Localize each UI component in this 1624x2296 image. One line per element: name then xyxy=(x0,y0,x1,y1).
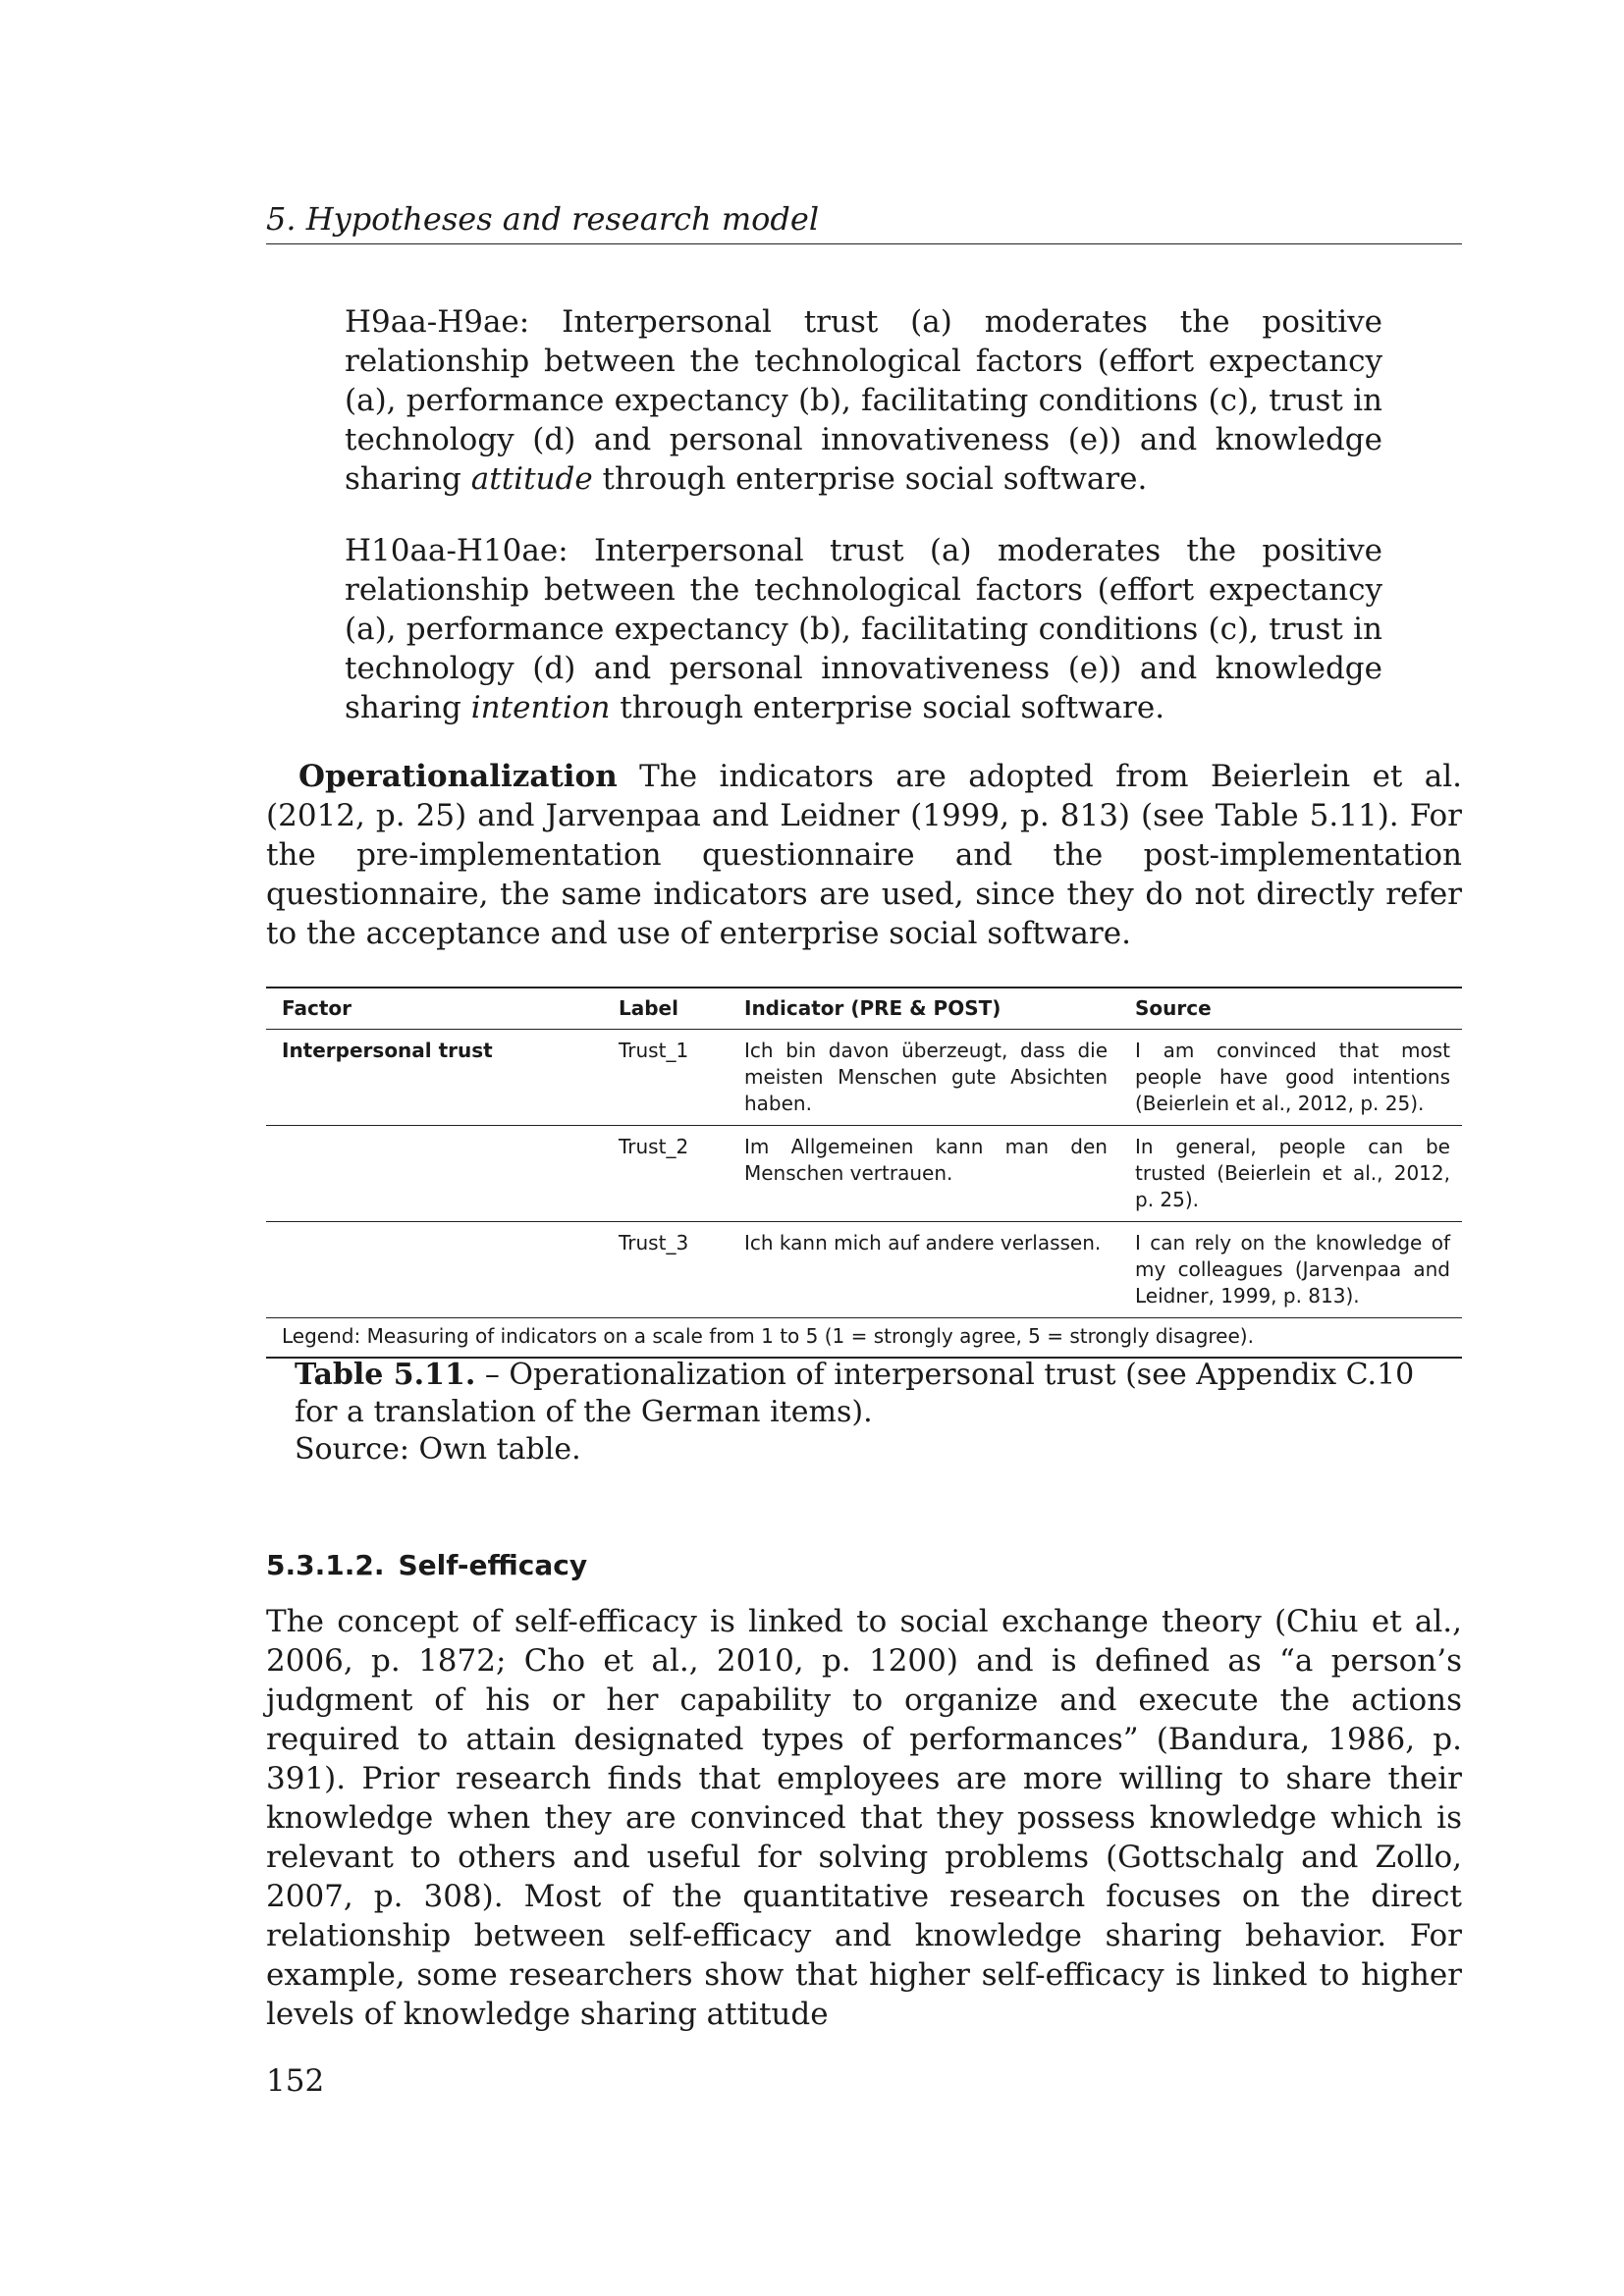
hypothesis-emphasis: attitude xyxy=(470,461,593,497)
hypothesis-h9 xyxy=(345,302,1382,499)
header-label: Label xyxy=(603,988,729,1030)
table-row xyxy=(266,1222,1462,1318)
operationalization-heading: Operationalization xyxy=(298,759,618,794)
body-paragraph: The concept of self-efficacy is linked to social exchange theory (Chiu et al., 2006, p. 1872; Cho et al., 2010, p. 1200) and is defined as “a person’s judgment of his or her capability to organize and execute the actions required to attain designated types of performances” (Bandura, 1986, p. 391). Prior research finds that employees are more willing to share their knowledge when they are convinced that they possess knowledge which is relevant to others and useful for solving problems (Gottschalg and Zollo, 2007, p. 308). Most of the quantitative research focuses on the direct relationship between self-efficacy and knowledge sharing behavior. For example, some researchers show that higher self-efficacy is linked to higher levels of knowledge sharing attitude xyxy=(266,1604,1462,2032)
table-row xyxy=(266,1126,1462,1222)
running-header: 5. Hypotheses and research model xyxy=(266,194,1462,244)
cell-source: I can rely on the knowledge of my colleagues (Jarvenpaa and Leidner, 1999, p. 813). xyxy=(1119,1222,1462,1318)
cell-label: Trust_3 xyxy=(603,1222,729,1318)
operationalization-table xyxy=(266,987,1462,1359)
table-caption xyxy=(295,1357,1434,1468)
cell-source: I am convinced that most people have good intentions (Beierlein et al., 2012, p. 25). xyxy=(1119,1030,1462,1126)
section-title: Self-efficacy xyxy=(398,1549,588,1581)
cell-factor xyxy=(266,1126,603,1222)
section-heading xyxy=(266,1548,587,1583)
cell-factor xyxy=(266,1222,603,1318)
header-factor: Factor xyxy=(266,988,603,1030)
hypothesis-text-end: through enterprise social software. xyxy=(592,461,1148,497)
hypothesis-text: H9aa-H9ae: Interpersonal trust (a) moderates the positive relationship between the technological factors (effort expectancy (a), performance expectancy (b), facilitating conditions (c), trust in technology (d) and personal innovativeness (e)) and knowledge sharing xyxy=(345,304,1382,497)
caption-source: Source: Own table. xyxy=(295,1432,581,1467)
table-header-row xyxy=(266,988,1462,1030)
hypothesis-h10 xyxy=(345,531,1382,727)
header-indicator: Indicator (PRE & POST) xyxy=(729,988,1119,1030)
page-number: 152 xyxy=(266,2063,325,2099)
operationalization-text: The indicators are adopted from Beierlein et al. (2012, p. 25) and Jarvenpaa and Leidner (1999, p. 813) (see Table 5.11). For the pre-implementation questionnaire and the post-implementation questionnaire, the same indicators are used, since they do not directly refer to the acceptance and use of enterprise social software. xyxy=(266,759,1462,951)
section-number: 5.3.1.2. xyxy=(266,1549,385,1581)
table-legend: Legend: Measuring of indicators on a scale from 1 to 5 (1 = strongly agree, 5 = strongly disagree). xyxy=(266,1318,1462,1359)
cell-source: In general, people can be trusted (Beierlein et al., 2012, p. 25). xyxy=(1119,1126,1462,1222)
hypothesis-emphasis: intention xyxy=(470,690,611,725)
caption-text: – Operationalization of interpersonal trust (see Appendix C.10 for a translation of the German items). xyxy=(295,1358,1415,1429)
cell-indicator: Ich bin davon überzeugt, dass die meisten Menschen gute Absichten haben. xyxy=(729,1030,1119,1126)
header-source: Source xyxy=(1119,988,1462,1030)
operationalization-paragraph xyxy=(266,757,1462,953)
cell-label: Trust_1 xyxy=(603,1030,729,1126)
hypothesis-text: H10aa-H10ae: Interpersonal trust (a) moderates the positive relationship between the technological factors (effort expectancy (a), performance expectancy (b), facilitating conditions (c), trust in technology (d) and personal innovativeness (e)) and knowledge sharing xyxy=(345,533,1382,725)
table-row xyxy=(266,1030,1462,1126)
hypothesis-text-end: through enterprise social software. xyxy=(610,690,1165,725)
cell-indicator: Ich kann mich auf andere verlassen. xyxy=(729,1222,1119,1318)
caption-label: Table 5.11. xyxy=(295,1358,476,1392)
cell-factor: Interpersonal trust xyxy=(266,1030,603,1126)
cell-label: Trust_2 xyxy=(603,1126,729,1222)
table-legend-row xyxy=(266,1318,1462,1359)
cell-indicator: Im Allgemeinen kann man den Menschen vertrauen. xyxy=(729,1126,1119,1222)
